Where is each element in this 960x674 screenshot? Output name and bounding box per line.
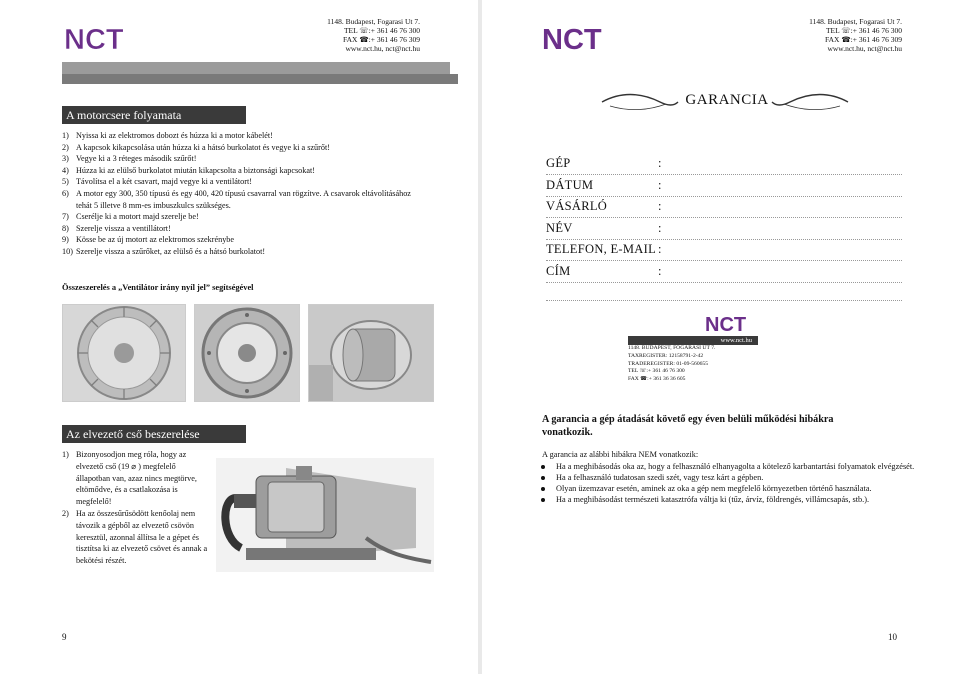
step-text: Cserélje ki a motort majd szerelje be! — [76, 212, 199, 222]
stamp-web: www.nct.hu — [628, 336, 758, 345]
warranty-field-2[interactable] — [546, 195, 902, 218]
field-label: NÉV — [546, 220, 573, 235]
address-extra-line — [546, 300, 902, 301]
motor-step — [62, 246, 422, 258]
field-colon: : — [658, 177, 662, 192]
assembly-note: Összeszerelés a „Ventilátor irány nyíl jel” segítségével — [62, 283, 254, 292]
not-covered-item: Ha a meghibásodást természeti katasztrófa váltja ki (tűz, árvíz, földrengés, villámcsapás, stb.). — [538, 494, 924, 505]
field-label: GÉP — [546, 156, 571, 170]
field-colon: : — [658, 220, 662, 235]
motor-photo — [308, 304, 434, 402]
section-title-motor: A motorcsere folyamata — [62, 106, 246, 124]
header-bar-shadow — [62, 74, 458, 84]
not-covered-intro: A garancia az alábbi hibákra NEM vonatkozik: — [542, 450, 699, 459]
step-number: 3) — [62, 154, 69, 164]
motor-step — [62, 211, 422, 223]
step-text: Szerelje vissza a ventillátort! — [76, 223, 171, 233]
not-covered-item: Ha a felhasználó tudatosan szedi szét, vagy tesz kárt a gépben. — [538, 472, 924, 483]
pipe-step — [62, 508, 210, 567]
step-number: 10) — [62, 246, 73, 256]
step-number: 2) — [62, 142, 69, 152]
step-text: Szerelje vissza a szűrőket, az elülső és a hátsó burkolatot! — [76, 246, 266, 256]
step-text: Távolítsa el a két csavart, majd vegye ki a ventilátort! — [76, 177, 252, 187]
company-stamp — [628, 312, 758, 384]
motor-step — [62, 234, 422, 246]
section-title-pipe: Az elvezető cső beszerelése — [62, 425, 246, 443]
motor-step — [62, 188, 422, 211]
field-colon: : — [658, 156, 662, 170]
step-text: Bizonyosodjon meg róla, hogy az elvezető cső (19 ⌀ ) megfelelő állapotban van, azaz nincs megtörve, eltömődve, és a csatlakozása is megfelelő! — [76, 450, 197, 507]
pipe-steps-list — [62, 449, 210, 567]
header-address — [300, 17, 420, 53]
field-colon: : — [658, 242, 662, 256]
step-text: Ha az összesűrűsödött kenőolaj nem távozik a gépből az elvezető csövön keresztül, azonnal állítsa le a gépet és tisztítsa ki az elvezető csövet és annak a bekötési részét. — [76, 508, 208, 566]
stamp-phone: TEL ☏:+ 361 46 76 300 — [628, 368, 685, 375]
address-line: 1148. Budapest, Fogarasi Ut 7. — [809, 17, 902, 26]
field-label: TELEFON, E-MAIL — [546, 242, 657, 256]
warranty-field-3[interactable] — [546, 217, 902, 240]
left-page — [0, 0, 478, 674]
stamp-trade: TRADEREGISTER: 01-09-560655 — [628, 360, 709, 367]
phone-line: TEL ☏:+ 361 46 76 300 — [343, 26, 420, 35]
step-text: A kapcsok kikapcsolása után húzza ki a hátsó burkolatot és vegye ki a szűrőt! — [76, 142, 330, 152]
motor-step — [62, 176, 422, 188]
step-text: Húzza ki az elülső burkolatot miután kikapcsolta a biztonsági kapcsokat! — [76, 165, 315, 175]
warranty-field-5[interactable] — [546, 260, 902, 283]
step-text: Kösse be az új motort az elektromos szekrénybe — [76, 235, 235, 245]
housing-photo — [194, 304, 300, 402]
nct-logo — [62, 22, 130, 54]
step-text: Nyissa ki az elektromos dobozt és húzza ki a motor kábelét! — [76, 131, 273, 140]
stamp-tax: TAXREGISTER: 12158791-2-42 — [628, 352, 704, 359]
step-text: Vegye ki a 3 réteges második szűrőt! — [76, 154, 197, 164]
step-number: 4) — [62, 165, 69, 175]
garancia-title: GARANCIA — [685, 92, 769, 108]
motor-step — [62, 153, 422, 165]
step-number: 8) — [62, 223, 69, 233]
stamp-address: 1148. BUDAPEST, FOGARASI ÚT 7. — [628, 345, 716, 351]
step-number: 1) — [62, 450, 69, 459]
not-covered-item: Olyan üzemzavar esetén, aminek az oka a gép nem megfelelő környezetben történő használata. — [538, 483, 924, 494]
not-covered-list — [538, 461, 924, 505]
warranty-field-0[interactable] — [546, 152, 902, 175]
field-label: VÁSÁRLÓ — [546, 199, 608, 213]
field-label: CÍM — [546, 263, 571, 278]
fax-line: FAX ☎:+ 361 46 76 309 — [343, 35, 420, 44]
right-page — [482, 0, 960, 674]
warranty-field-4[interactable] — [546, 238, 902, 261]
step-number: 7) — [62, 212, 69, 222]
phone-line: TEL ☏:+ 361 46 76 300 — [825, 26, 902, 35]
nct-logo — [540, 22, 608, 54]
stamp-text — [628, 345, 758, 384]
not-covered-item: Ha a meghibásodás oka az, hogy a felhasználó elhanyagolta a kötelező karbantartási folyamatok elvégzését. — [538, 461, 924, 472]
motor-step — [62, 165, 422, 177]
field-colon: : — [658, 199, 662, 213]
guarantee-heading: A garancia a gép átadását követő egy éven belüli működési hibákra vonatkozik. — [542, 414, 834, 438]
svg-text:NCT: NCT — [705, 314, 747, 334]
step-number: 2) — [62, 508, 69, 518]
address-line: 1148. Budapest, Fogarasi Ut 7. — [327, 17, 420, 26]
stamp-logo — [704, 312, 750, 334]
logo-text: NCT — [542, 24, 602, 54]
motor-step — [62, 142, 422, 154]
step-number: 1) — [62, 131, 69, 140]
web-line: www.nct.hu, nct@nct.hu — [345, 44, 420, 53]
header-address — [784, 17, 902, 53]
step-number: 5) — [62, 177, 69, 187]
page-number-right: 10 — [888, 632, 897, 642]
pipe-step — [62, 449, 210, 508]
fan-photo — [62, 304, 186, 402]
field-colon: : — [658, 263, 662, 278]
page-number-left: 9 — [62, 632, 67, 642]
stamp-fax: FAX ☎:+ 361 36 36 605 — [628, 376, 686, 383]
warranty-field-1[interactable] — [546, 174, 902, 197]
step-number: 9) — [62, 235, 69, 245]
motor-steps-list — [62, 130, 422, 258]
fax-line: FAX ☎:+ 361 46 76 309 — [825, 35, 902, 44]
machine-photo — [216, 458, 434, 572]
step-text: A motor egy 300, 350 típusú és egy 400, 420 típusú csavarral van rögzítve. A csavarok eltávolításához tehát 5 illetve 8 mm-es imbuszkulcs szükséges. — [76, 188, 411, 210]
logo-text: NCT — [64, 24, 124, 54]
step-number: 6) — [62, 188, 69, 198]
motor-step — [62, 223, 422, 235]
field-label: DÁTUM — [546, 177, 594, 192]
web-line: www.nct.hu, nct@nct.hu — [827, 44, 902, 53]
motor-step — [62, 130, 422, 142]
